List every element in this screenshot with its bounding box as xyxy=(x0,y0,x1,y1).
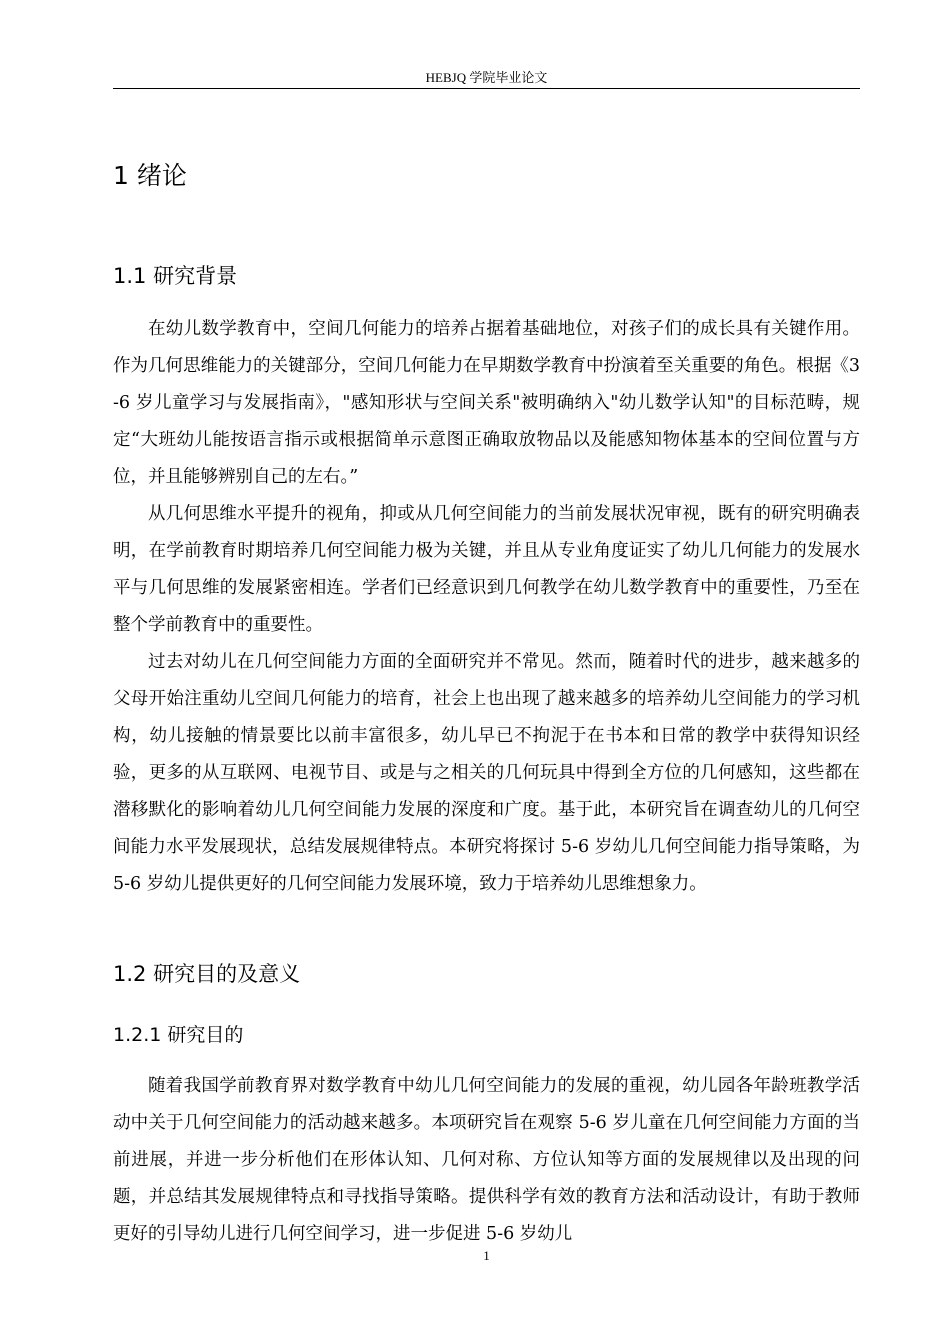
paragraph: 随着我国学前教育界对数学教育中幼儿几何空间能力的发展的重视，幼儿园各年龄班教学活动中关于几何空间能力的活动越来越多。本项研究旨在观察 5-6 岁儿童在几何空间能力方面的当前进展，并进一步分析他们在形体认知、几何对称、方位认知等方面的发展规律以及出现的问题，并总结其发展规律特点和寻找指导策略。提供科学有效的教育方法和活动设计，有助于教师更好的引导幼儿进行几何空间学习，进一步促进 5-6 岁幼儿 xyxy=(113,1076,860,1244)
paragraph: 从几何思维水平提升的视角，抑或从几何空间能力的当前发展状况审视，既有的研究明确表明，在学前教育时期培养几何空间能力极为关键，并且从专业角度证实了幼儿几何能力的发展水平与几何思维的发展紧密相连。学者们已经意识到几何教学在幼儿数学教育中的重要性，乃至在整个学前教育中的重要性。 xyxy=(113,504,860,635)
running-header: HEBJQ 学院毕业论文 xyxy=(425,70,548,85)
subsection-heading-research-purpose: 1.2.1 研究目的 xyxy=(113,1024,244,1046)
page-number: 1 xyxy=(483,1248,490,1263)
paragraph: 在幼儿数学教育中，空间几何能力的培养占据着基础地位，对孩子们的成长具有关键作用。作为几何思维能力的关键部分，空间几何能力在早期数学教育中扮演着至关重要的角色。根据《3-6 岁儿童学习与发展指南》，"感知形状与空间关系"被明确纳入"幼儿数学认知"的目标范畴，规定“大班幼儿能按语言指示或根据简单示意图正确取放物品以及能感知物体基本的空间位置与方位，并且能够辨别自己的左右。” xyxy=(113,319,860,487)
paragraph: 过去对幼儿在几何空间能力方面的全面研究并不常见。然而，随着时代的进步，越来越多的父母开始注重幼儿空间几何能力的培育，社会上也出现了越来越多的培养幼儿空间能力的学习机构，幼儿接触的情景要比以前丰富很多，幼儿早已不拘泥于在书本和日常的教学中获得知识经验，更多的从互联网、电视节目、或是与之相关的几何玩具中得到全方位的几何感知，这些都在潜移默化的影响着幼儿几何空间能力发展的深度和广度。基于此，本研究旨在调查幼儿的几何空间能力水平发展现状，总结发展规律特点。本研究将探讨 5-6 岁幼儿几何空间能力指导策略，为 5-6 岁幼儿提供更好的几何空间能力发展环境，致力于培养幼儿思维想象力。 xyxy=(113,652,860,894)
section-heading-research-background: 1.1 研究背景 xyxy=(113,264,238,288)
chapter-heading: 1 绪论 xyxy=(113,161,187,190)
header-divider xyxy=(113,88,860,89)
section-heading-purpose-significance: 1.2 研究目的及意义 xyxy=(113,962,301,986)
